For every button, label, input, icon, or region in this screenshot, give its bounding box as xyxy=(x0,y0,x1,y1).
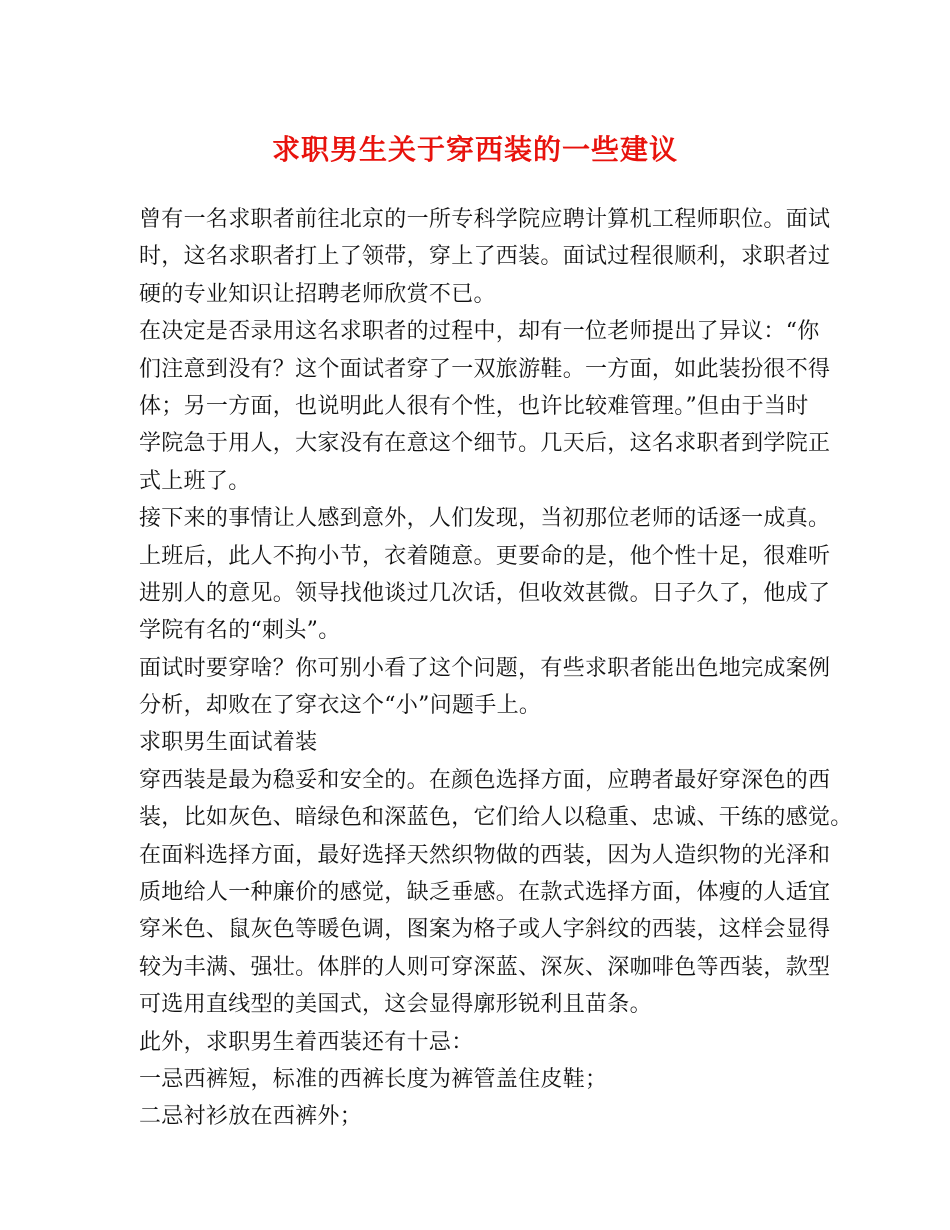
list-item: 二忌衬衫放在西裤外； xyxy=(139,1104,363,1130)
text-line: 装，比如灰色、暗绿色和深蓝色，它们给人以稳重、忠诚、干练的感觉。 xyxy=(139,805,853,831)
text-line: 上班后，此人不拘小节，衣着随意。更要命的是，他个性十足，很难听 xyxy=(139,543,831,569)
document-title: 求职男生关于穿西装的一些建议 xyxy=(271,133,678,166)
text-line: 质地给人一种廉价的感觉，缺乏垂感。在款式选择方面，体瘦的人适宜 xyxy=(139,880,831,906)
text-line: 式上班了。 xyxy=(139,468,251,494)
text-line: 体；另一方面，也说明此人很有个性，也许比较难管理。”但由于当时 xyxy=(139,393,809,419)
text-line: 穿米色、鼠灰色等暖色调，图案为格子或人字斜纹的西装，这样会显得 xyxy=(139,917,831,943)
text-line: 可选用直线型的美国式，这会显得廓形锐利且苗条。 xyxy=(139,992,652,1018)
text-line: 进别人的意见。领导找他谈过几次话，但收效甚微。日子久了，他成了 xyxy=(139,580,831,606)
section-heading: 求职男生面试着装 xyxy=(139,730,318,756)
text-line: 穿西装是最为稳妥和安全的。在颜色选择方面，应聘者最好穿深色的西 xyxy=(139,767,831,793)
text-line: 时，这名求职者打上了领带，穿上了西装。面试过程很顺利，求职者过 xyxy=(139,244,831,270)
text-line: 在面料选择方面，最好选择天然织物做的西装，因为人造织物的光泽和 xyxy=(139,842,831,868)
text-line: 分析，却败在了穿衣这个“小”问题手上。 xyxy=(139,693,542,719)
text-line: 学院急于用人，大家没有在意这个细节。几天后，这名求职者到学院正 xyxy=(139,431,831,457)
text-line: 曾有一名求职者前往北京的一所专科学院应聘计算机工程师职位。面试 xyxy=(139,207,831,232)
text-line: 较为丰满、强壮。体胖的人则可穿深蓝、深灰、深咖啡色等西装，款型 xyxy=(139,954,831,980)
text-line: 在决定是否录用这名求职者的过程中，却有一位老师提出了异议：“你 xyxy=(139,319,820,345)
text-line: 面试时要穿啥？你可别小看了这个问题，有些求职者能出色地完成案例 xyxy=(139,655,831,681)
text-line: 学院有名的“刺头”。 xyxy=(139,618,341,644)
document-body xyxy=(139,201,853,1136)
text-line: 此外，求职男生着西装还有十忌： xyxy=(139,1029,474,1055)
text-line: 硬的专业知识让招聘老师欣赏不已。 xyxy=(139,281,496,307)
text-line: 们注意到没有？这个面试者穿了一双旅游鞋。一方面，如此装扮很不得 xyxy=(139,356,831,382)
list-item: 一忌西裤短，标准的西裤长度为裤管盖住皮鞋； xyxy=(139,1066,608,1092)
text-line: 接下来的事情让人感到意外，人们发现，当初那位老师的话逐一成真。 xyxy=(139,506,831,532)
